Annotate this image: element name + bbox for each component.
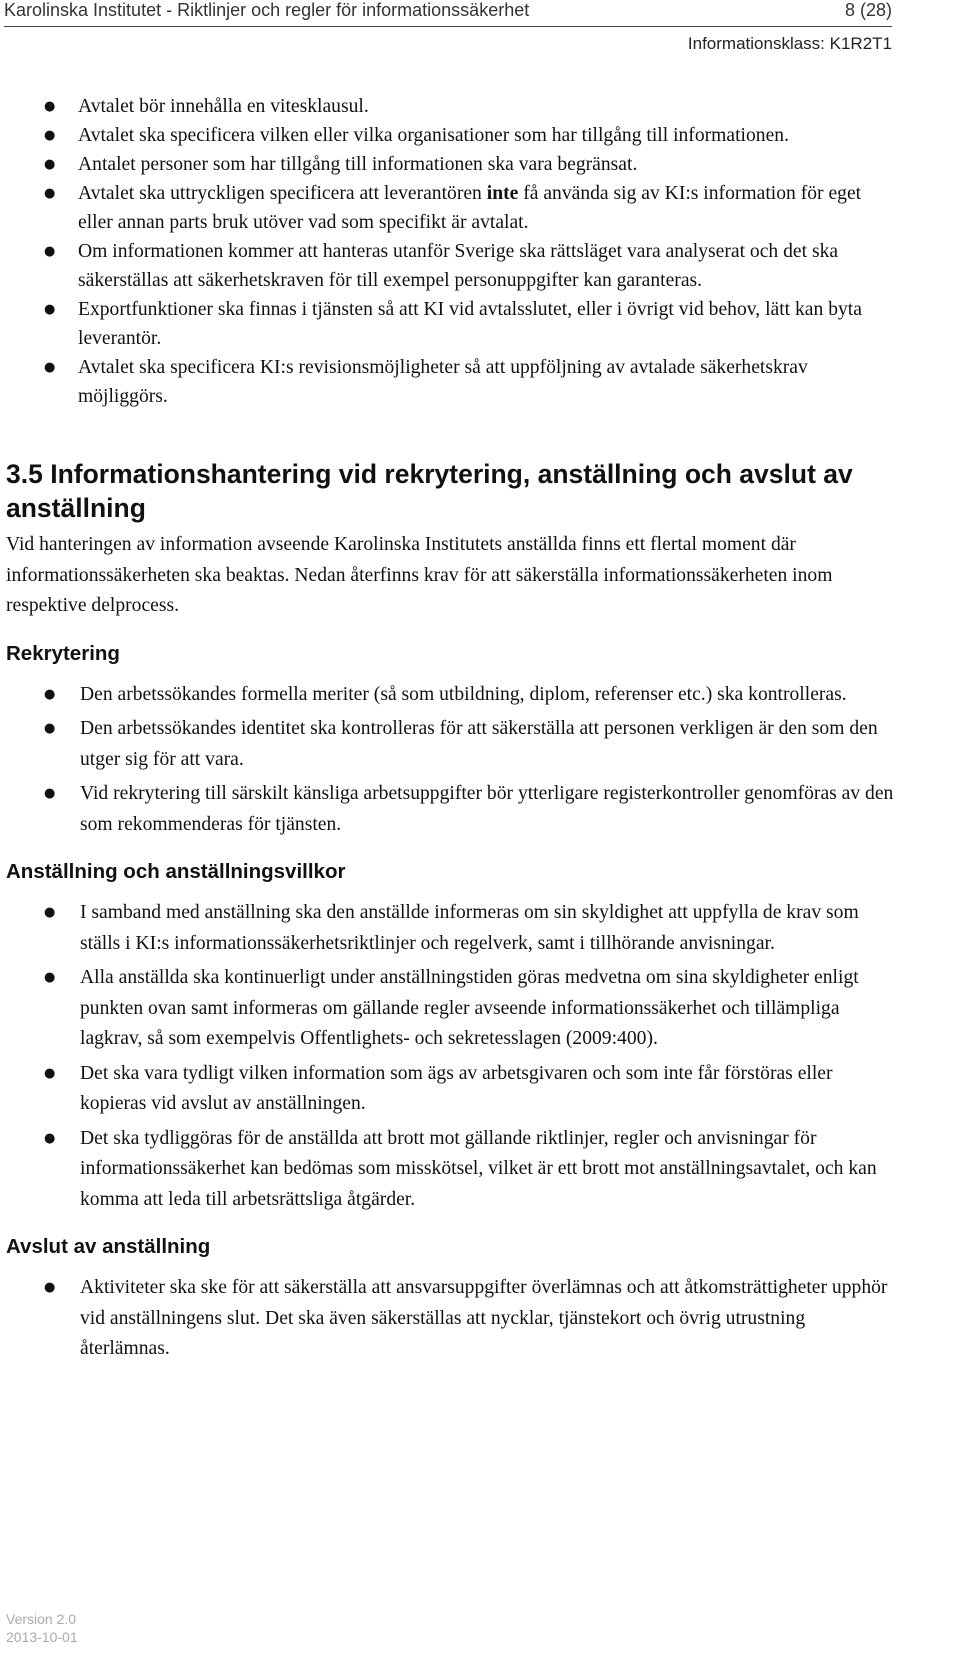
list-item: ● Alla anställda ska kontinuerligt under anställningstiden göras medvetna om sina skyldigheter enligt punkten ovan samt informeras om gällande regler avseende informationssäkerhet och tillämpliga lagkrav, så som exempelvis Offentlighets- och sekretesslagen (2009:400).	[6, 963, 896, 1055]
bullet-icon: ●	[44, 128, 56, 143]
subheading-rekrytering: Rekrytering	[6, 641, 120, 665]
list-item: ● Det ska vara tydligt vilken information som ägs av arbetsgivaren och som inte får förstöras eller kopieras vid avslut av anställningen.	[6, 1059, 896, 1120]
list-item: ● Exportfunktioner ska finnas i tjänsten så att KI vid avtalsslutet, eller i övrigt vid behov, lätt kan byta leverantör.	[6, 295, 896, 353]
classification-label: Informationsklass: K1R2T1	[687, 34, 892, 53]
list-item: ● Den arbetssökandes identitet ska kontrolleras för att säkerställa att personen verkligen är den som den utger sig för att vara.	[6, 714, 896, 775]
list-item: ● Den arbetssökandes formella meriter (så som utbildning, diplom, referenser etc.) ska kontrolleras.	[6, 680, 896, 711]
bullet-icon: ●	[44, 905, 56, 920]
bullet-icon: ●	[44, 99, 56, 114]
version-label: Version 2.0	[6, 1611, 77, 1627]
bullet-icon: ●	[44, 686, 56, 702]
rekrytering-list	[6, 680, 896, 841]
page-number: 8 (28)	[844, 0, 892, 20]
bullet-icon: ●	[44, 1280, 56, 1295]
document-title: Karolinska Institutet - Riktlinjer och regler för informationssäkerhet	[4, 0, 530, 20]
bullet-icon: ●	[44, 186, 56, 201]
bullet-icon: ●	[44, 1130, 56, 1146]
list-item: ● Antalet personer som har tillgång till informationen ska vara begränsat.	[6, 150, 896, 179]
bullet-icon: ●	[44, 786, 56, 801]
header-divider	[4, 26, 892, 27]
list-item: ● Avtalet ska uttryckligen specificera att leverantören inte få använda sig av KI:s information för eget eller annan parts bruk utöver vad som specifikt är avtalat.	[6, 179, 896, 237]
section-heading: 3.5 Informationshantering vid rekrytering, anställning och avslut av anställning	[6, 459, 853, 523]
bullet-icon: ●	[44, 360, 56, 375]
list-item: ● I samband med anställning ska den anställde informeras om sin skyldighet att uppfylla de krav som ställs i KI:s informationssäkerhetsriktlinjer och regelverk, samt i tillhörande anvisningar.	[6, 898, 896, 959]
bullet-icon: ●	[44, 721, 56, 736]
emphasis-inte: inte	[486, 183, 519, 204]
list-item: ● Avtalet bör innehålla en vitesklausul.	[6, 92, 896, 121]
date-label: 2013-10-01	[6, 1629, 78, 1645]
list-item: ● Det ska tydliggöras för de anställda att brott mot gällande riktlinjer, regler och anvisningar för informationssäkerhet kan bedömas som misskötsel, vilket är ett brott mot anställningsavtalet, och kan komma att leda till arbetsrättsliga åtgärder.	[6, 1124, 896, 1216]
list-item: ● Om informationen kommer att hanteras utanför Sverige ska rättsläget vara analyserat och det ska säkerställas att säkerhetskraven för till exempel personuppgifter kan garanteras.	[6, 237, 896, 295]
list-item: ● Avtalet ska specificera vilken eller vilka organisationer som har tillgång till informationen.	[6, 121, 896, 150]
avslut-list	[6, 1273, 896, 1365]
bullet-icon: ●	[44, 244, 56, 259]
agreement-requirements-list	[6, 92, 896, 411]
bullet-icon: ●	[44, 157, 56, 172]
section-intro: Vid hanteringen av information avseende Karolinska Institutets anställda finns ett flertal moment där informationssäkerheten ska beaktas. Nedan återfinns krav för att säkerställa informationssäkerheten inom respektive delprocess.	[6, 534, 833, 616]
anstallning-list	[6, 898, 896, 1215]
bullet-icon: ●	[44, 302, 56, 317]
subheading-anstallning: Anställning och anställningsvillkor	[6, 860, 346, 883]
list-item: ● Vid rekrytering till särskilt känsliga arbetsuppgifter bör ytterligare registerkontroller genomföras av den som rekommenderas för tjänsten.	[6, 779, 896, 840]
list-item: ● Avtalet ska specificera KI:s revisionsmöjligheter så att uppföljning av avtalade säkerhetskrav möjliggörs.	[6, 353, 896, 411]
page-body	[6, 92, 896, 1365]
page-footer	[6, 1610, 78, 1646]
bullet-icon: ●	[44, 1065, 56, 1081]
list-item: ● Aktiviteter ska ske för att säkerställa att ansvarsuppgifter överlämnas och att åtkomsträttigheter upphör vid anställningens slut. Det ska även säkerställas att nycklar, tjänstekort och övrig utrustning återlämnas.	[6, 1273, 896, 1365]
bullet-icon: ●	[44, 970, 56, 985]
subheading-avslut: Avslut av anställning	[6, 1235, 211, 1258]
